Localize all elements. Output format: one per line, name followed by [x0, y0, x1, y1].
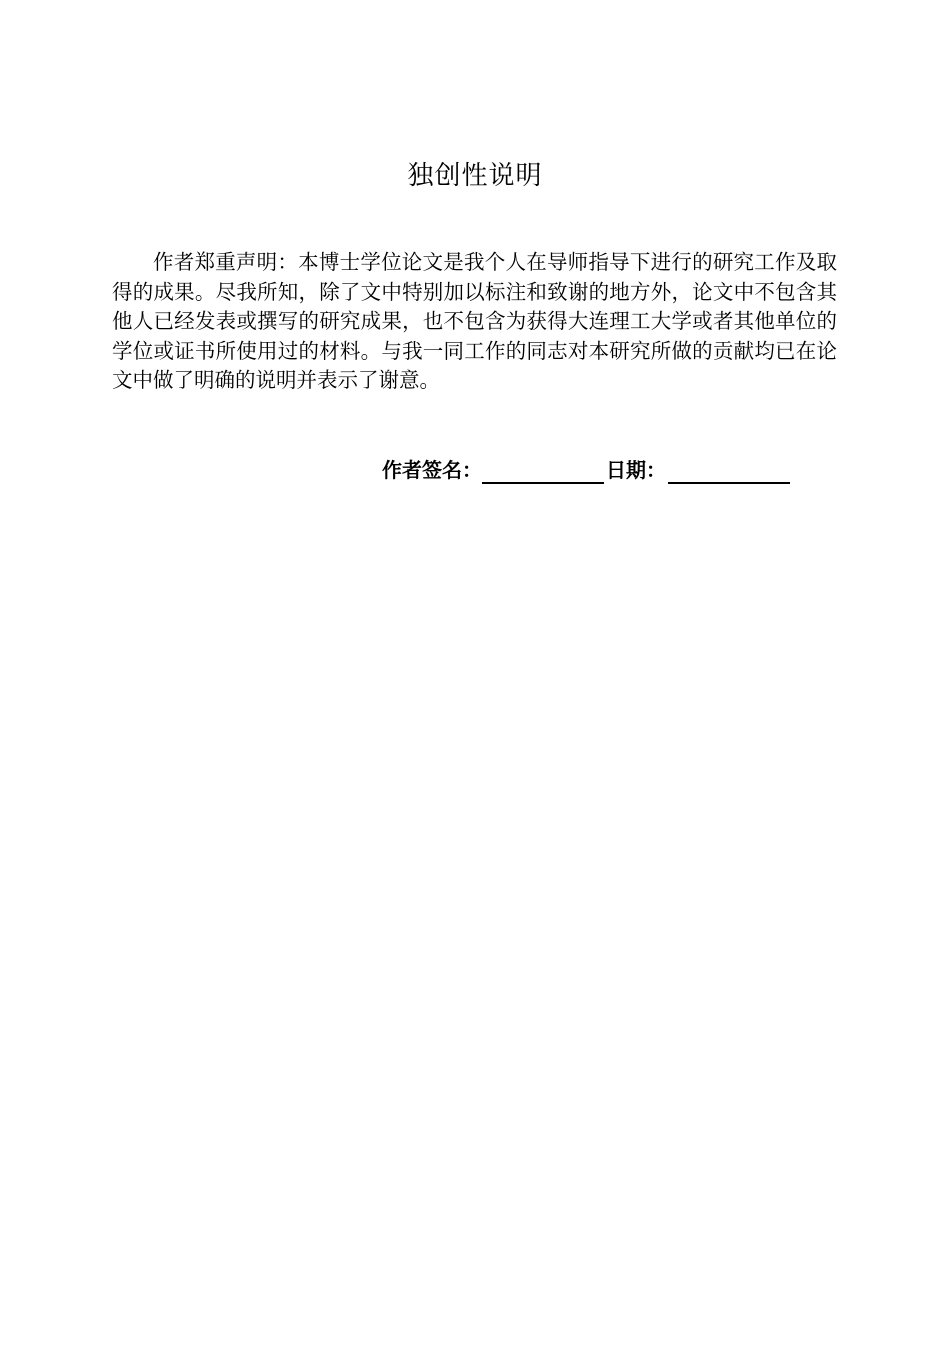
page-title: 独创性说明 — [407, 161, 543, 191]
originality-statement: 作者郑重声明：本博士学位论文是我个人在导师指导下进行的研究工作及取得的成果。尽我所知，除了文中特别加以标注和致谢的地方外，论文中不包含其他人已经发表或撰写的研究成果，也不包含为获得大连理工大学或者其他单位的学位或证书所使用过的材料。与我一同工作的同志对本研究所做的贡献均已在论文中做了明确的说明并表示了谢意。 — [112, 250, 837, 392]
date-field[interactable] — [668, 460, 790, 484]
date-label: 日期： — [606, 458, 666, 482]
author-signature-label: 作者签名： — [382, 458, 482, 482]
signature-row — [382, 456, 792, 484]
author-signature-field[interactable] — [482, 460, 604, 484]
